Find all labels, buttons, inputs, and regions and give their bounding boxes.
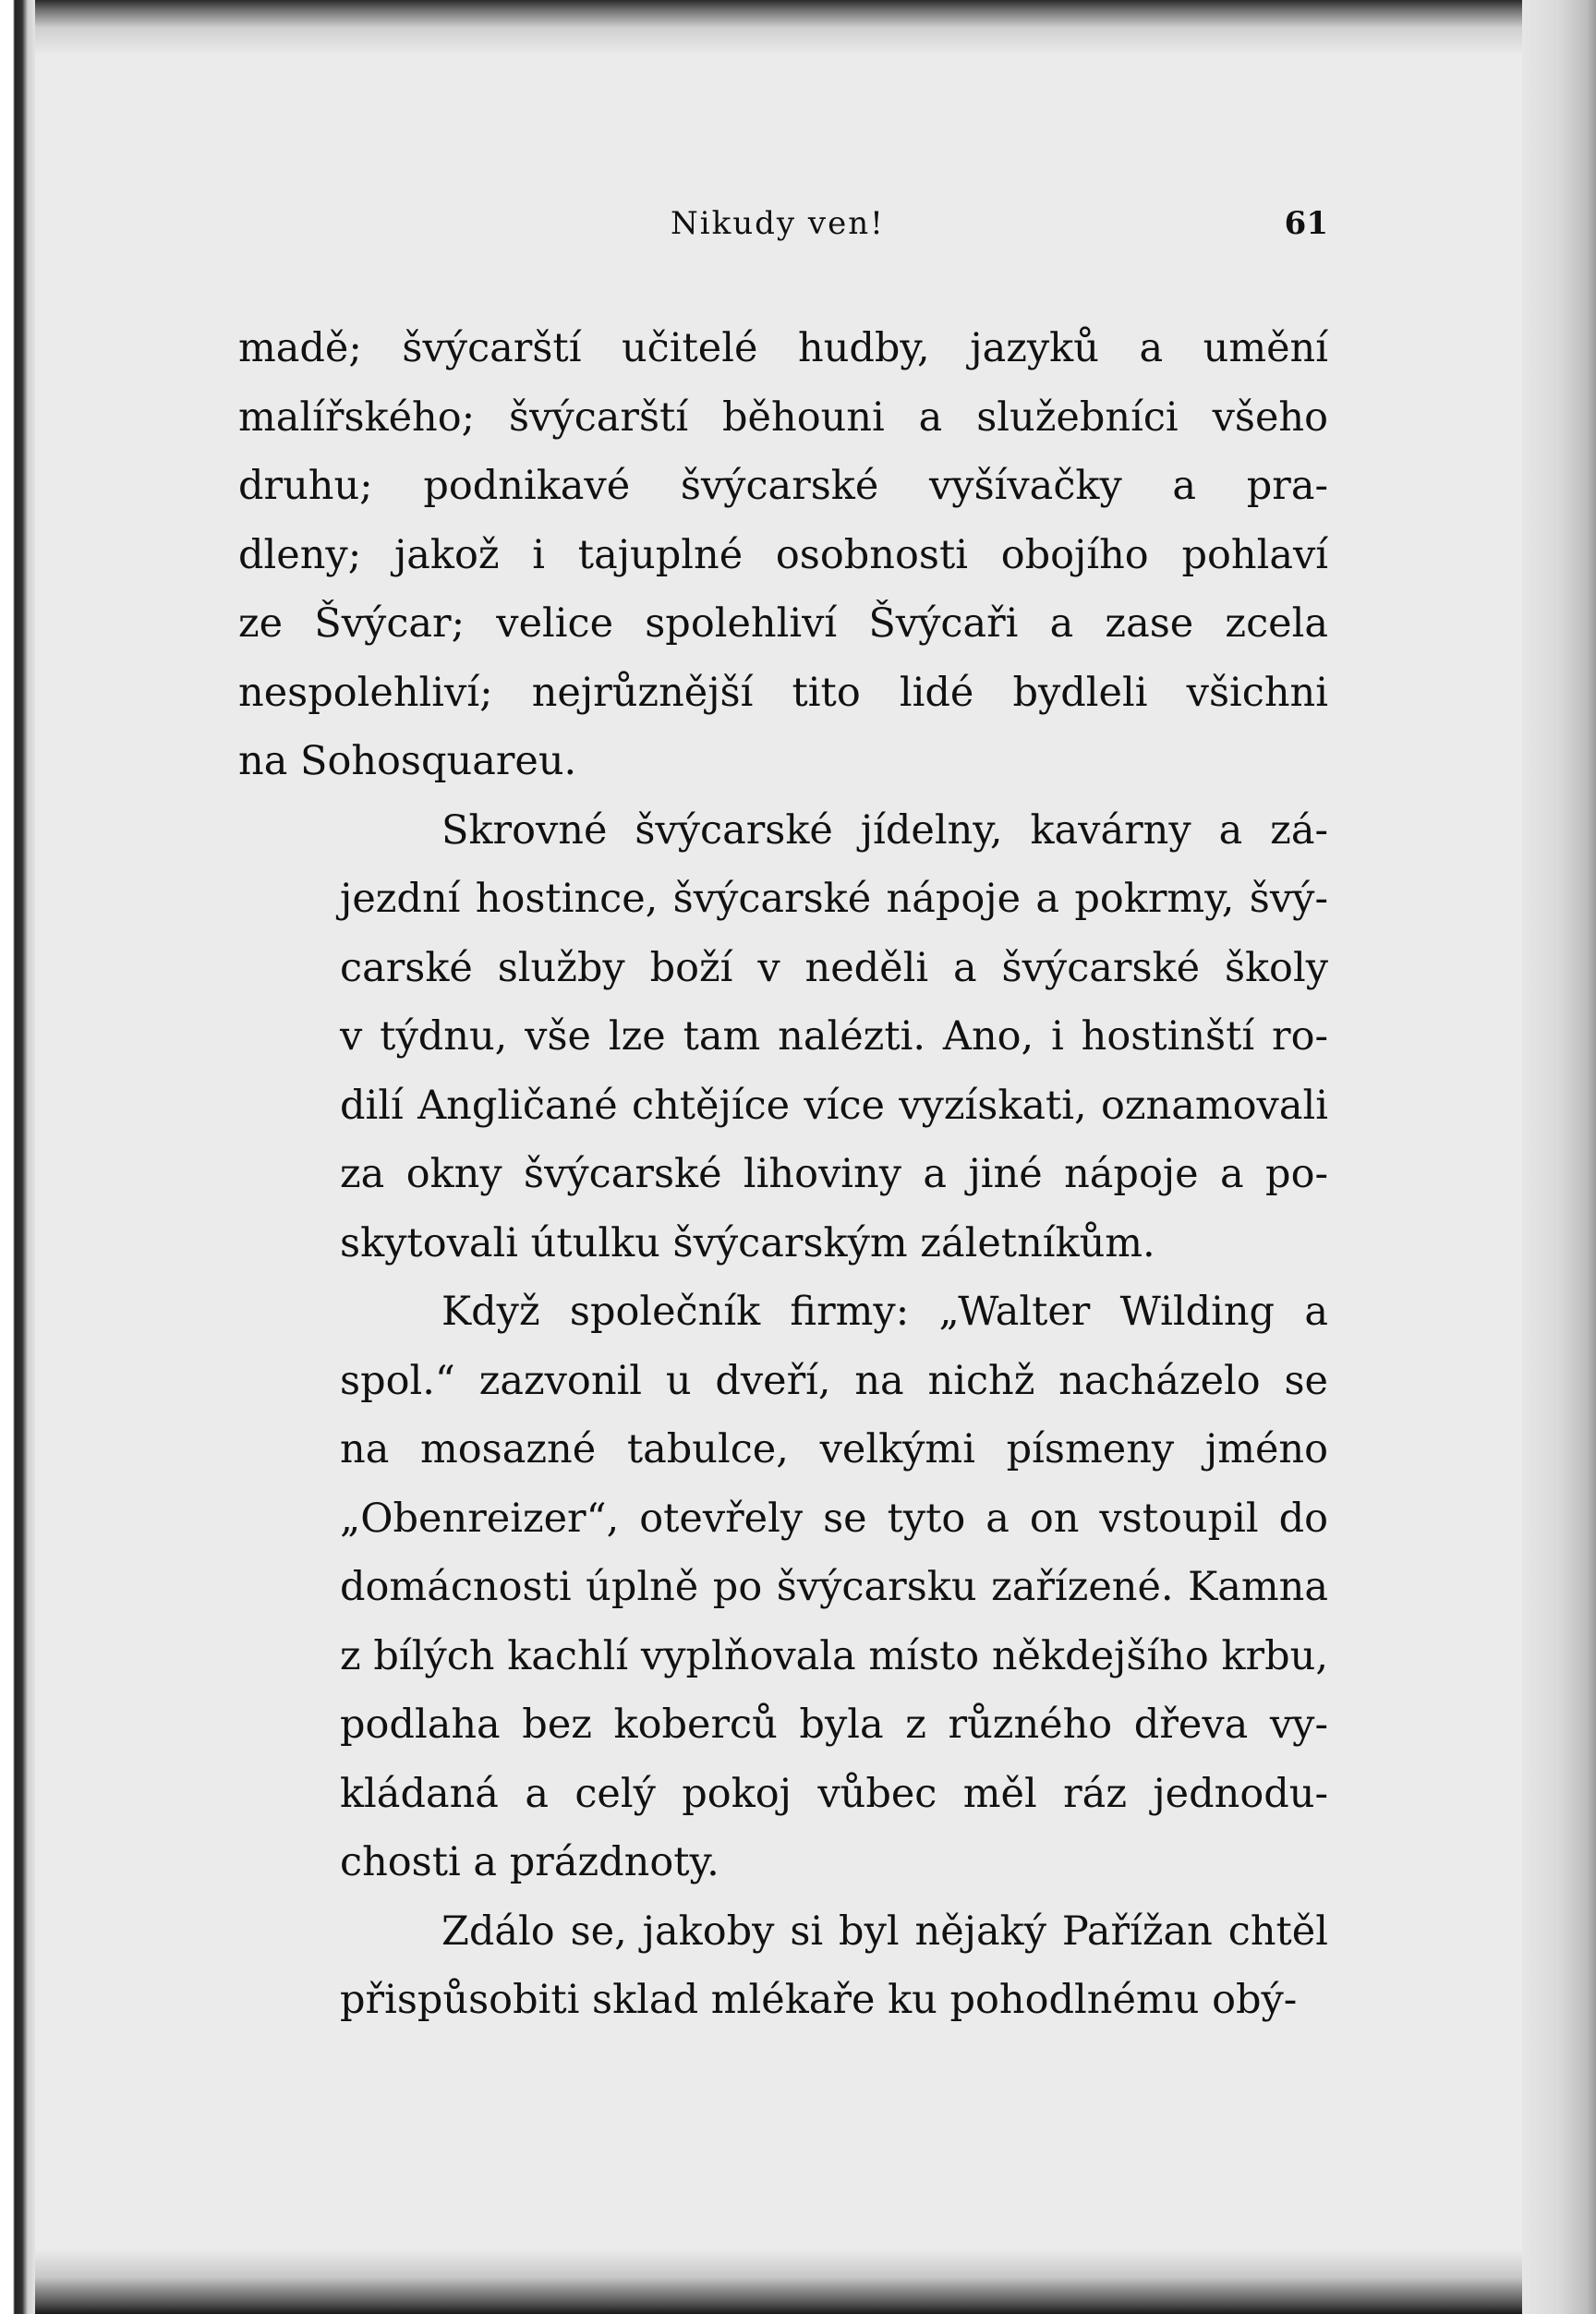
paragraph — [238, 1897, 1328, 2035]
paragraph — [238, 796, 1328, 1278]
page-header — [238, 205, 1328, 260]
text-line: za okny švýcarské lihoviny a jiné nápoje a po- — [340, 1151, 1328, 1197]
text-line: nespolehliví; nejrůznější tito lidé bydleli všichni — [238, 669, 1328, 716]
text-line: dleny; jakož i tajuplné osobnosti obojího pohlaví — [238, 531, 1328, 578]
scan-shadow-bottom — [0, 2249, 1596, 2314]
paragraph — [238, 1278, 1328, 1897]
text-line: podlaha bez koberců byla z různého dřeva vy- — [340, 1702, 1328, 1748]
text-line: ze Švýcar; velice spolehliví Švýcaři a zase zcela — [238, 600, 1328, 647]
text-line: druhu; podnikavé švýcarské vyšívačky a pra- — [238, 463, 1328, 509]
text-line: v týdnu, vše lze tam nalézti. Ano, i hostinští ro- — [340, 1013, 1328, 1060]
text-line: „Obenreizer“, otevřely se tyto a on vstoupil do — [340, 1495, 1328, 1542]
text-line: dilí Angličané chtějíce více vyzískati, oznamovali — [340, 1082, 1328, 1129]
scan-shadow-right — [1522, 0, 1596, 2314]
text-line: Když společník firmy: „Walter Wilding a — [441, 1289, 1328, 1335]
text-line: spol.“ zazvonil u dveří, na nichž nacházelo se — [340, 1357, 1328, 1404]
running-title: Nikudy ven! — [671, 205, 885, 242]
text-line: carské služby boží v neděli a švýcarské školy — [340, 944, 1328, 991]
text-line: jezdní hostince, švýcarské nápoje a pokrmy, švý- — [340, 876, 1328, 922]
scan-binding-edge-left — [0, 0, 35, 2314]
text-line: kládaná a celý pokoj vůbec měl ráz jednodu- — [340, 1770, 1328, 1817]
text-line: madě; švýcarští učitelé hudby, jazyků a umění — [238, 325, 1328, 371]
page-number: 61 — [1284, 205, 1328, 242]
text-line: Skrovné švýcarské jídelny, kavárny a zá- — [441, 806, 1328, 854]
body-text — [238, 314, 1328, 2035]
text-line: malířského; švýcarští běhouni a služebníci všeho — [238, 394, 1328, 441]
scan-shadow-top — [0, 0, 1596, 55]
text-line: domácnosti úplně po švýcarsku zařízené. Kamna — [340, 1564, 1328, 1610]
text-line: z bílých kachlí vyplňovala místo někdejšího krbu, — [340, 1632, 1328, 1679]
paragraph — [238, 314, 1328, 796]
text-line: Zdálo se, jakoby si byl nějaký Pařížan chtěl — [441, 1908, 1328, 1955]
text-line: chosti a prázdnoty. — [340, 1839, 719, 1885]
text-line: přispůsobiti sklad mlékaře ku pohodlnému obý- — [340, 1977, 1298, 2023]
text-line: skytovali útulku švýcarským záletníkům. — [340, 1219, 1155, 1266]
text-line: na mosazné tabulce, velkými písmeny jméno — [340, 1426, 1328, 1472]
text-line: na Sohosquareu. — [238, 738, 577, 784]
